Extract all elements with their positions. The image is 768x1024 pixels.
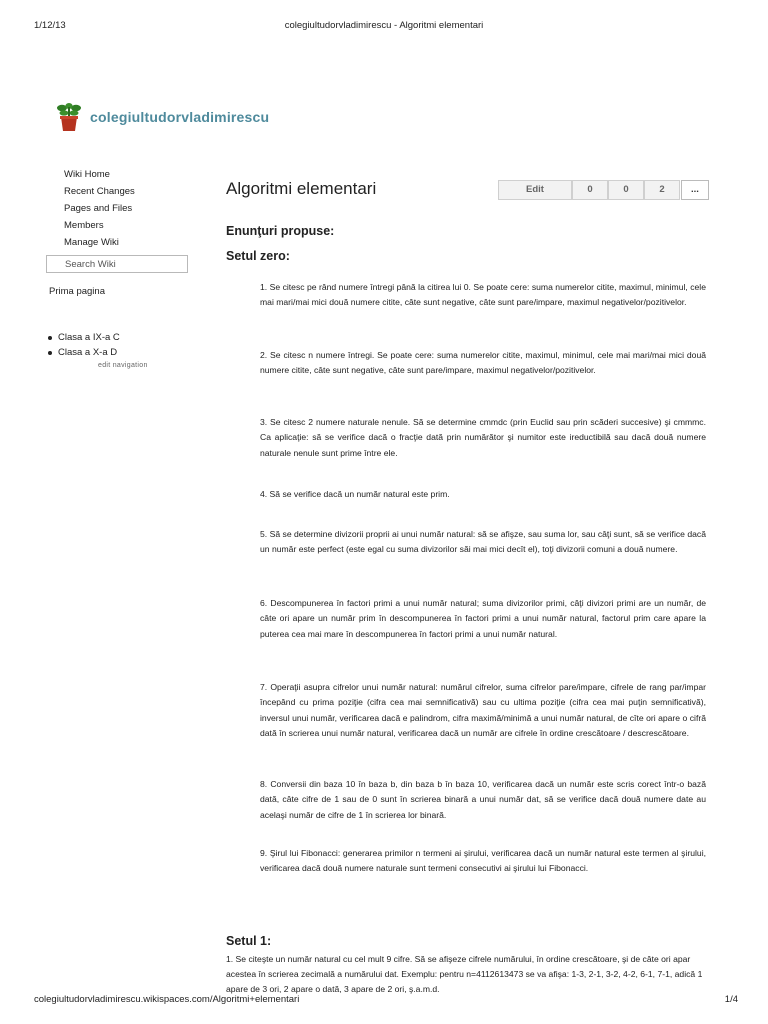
problem-item: 8. Conversii din baza 10 în baza b, din baza b în baza 10, verificarea dacă un număr este scris corect într-o bază dată, câte cifre de 1 sau de 0 sunt în scrierea binară a unui număr dat, să se verifice dacă două numere date au acelaşi număr de cifre de 1 în scrierea lor binară. bbox=[260, 779, 706, 820]
print-page-number: 1/4 bbox=[724, 994, 738, 1005]
link-prima-pagina[interactable]: Prima pagina bbox=[49, 286, 105, 297]
page-title: Algoritmi elementari bbox=[226, 179, 377, 198]
more-options-button[interactable]: ... bbox=[681, 180, 709, 200]
heading-enunturi: Enunţuri propuse: bbox=[226, 224, 335, 238]
nav-wiki-home[interactable]: Wiki Home bbox=[64, 169, 110, 180]
site-name: colegiultudorvladimirescu bbox=[90, 109, 270, 125]
wiki-nav bbox=[46, 166, 192, 251]
followers-count-button[interactable]: 0 bbox=[608, 180, 644, 200]
edit-button[interactable]: Edit bbox=[498, 180, 572, 200]
nav-members[interactable]: Members bbox=[64, 220, 104, 231]
heading-setul-1: Setul 1: bbox=[226, 934, 272, 948]
problem-item: 6. Descompunerea în factori primi a unui număr natural; suma divizorilor primi, câţi divizori primi are un număr, de câte ori apare un număr prim în descompunerea în factori primi a unui număr natural, factorul prim care apare la puterea cea mai mare în descompunerea în factori primi a unui număr natural. bbox=[260, 598, 706, 639]
problem-item: 9. Şirul lui Fibonacci: generarea primilor n termeni ai şirului, verificarea dacă un număr natural este termen al şirului, verificarea dacă două numere naturale sunt termeni consecutivi ai şirului lui Fibonacci. bbox=[260, 848, 706, 874]
problem-item: 3. Se citesc 2 numere naturale nenule. Să se determine cmmdc (prin Euclid sau prin scăderi succesive) şi cmmmc. Ca aplicaţie: să se verifice dacă o fracţie dată prin numărător şi numitor este ireductibilă sau dacă două numere naturale nenule sunt prime între ele. bbox=[260, 417, 706, 458]
problem-item: 1. Se citesc pe rând numere întregi până la citirea lui 0. Se poate cere: suma numerelor citite, maximul, minimul, cele mai mari/mai mici două numere citite, câte sunt negative, câte sunt pare/impare, maximul negativelor/pozitivelor. bbox=[260, 282, 706, 308]
nav-manage-wiki[interactable]: Manage Wiki bbox=[64, 237, 119, 248]
problem-item: 7. Operaţii asupra cifrelor unui număr natural: numărul cifrelor, suma cifrelor pare/impare, cifrele de rang par/impar începând cu prima poziţie (cifra cea mai semnificativă) sau cu ultima poziţie (cifra cea mai puţin semnificativă), inversul unui număr, verificarea dacă e palindrom, cifra maximă/minimă a unui număr natural, de cîte ori apare o cifră dată în scrierea unui număr natural, verificarea dacă un număr are cifrele în ordine crescătoare / descrescătoare. bbox=[260, 682, 706, 739]
sidebar bbox=[46, 166, 192, 369]
problem-item: 5. Să se determine divizorii proprii ai unui număr natural: să se afişze, sau suma lor, sau câţi sunt, să se verifice dacă un număr este perfect (este egal cu suma divizorilor săi mai mici decît el), toţi divizorii comuni a două numere. bbox=[260, 529, 706, 555]
search-wiki-input[interactable] bbox=[46, 255, 188, 273]
page-toolbar bbox=[498, 180, 709, 200]
revisions-count-button[interactable]: 2 bbox=[644, 180, 680, 200]
link-clasa-ix-c[interactable]: Clasa a IX-a C bbox=[46, 330, 192, 345]
link-clasa-x-d[interactable]: Clasa a X-a D bbox=[46, 345, 192, 360]
nav-recent-changes[interactable]: Recent Changes bbox=[64, 186, 135, 197]
comments-count-button[interactable]: 0 bbox=[572, 180, 608, 200]
setul-1-problem: 1. Se citeşte un număr natural cu cel mult 9 cifre. Să se afişeze cifrele numărului, în ordine crescătoare, şi de câte ori apar acestea în scrierea zecimală a numărului dat. Exemplu: pentru n=4112613473 se va afişa: 1-3, 2-1, 3-2, 4-2, 6-1, 7-1, adică 1 apare de 3 ori, 2 apare o dată, 3 apare de 2 ori, ş.a.m.d. bbox=[226, 954, 703, 994]
main-content bbox=[226, 176, 708, 263]
potted-plant-icon bbox=[56, 102, 82, 132]
problem-item: 2. Se citesc n numere întregi. Se poate cere: suma numerelor citite, maximul, minimul, cele mai mari/mai mici două numere citite, câte sunt negative, câte sunt pare/impare, maximul negativelor/pozitivelor. bbox=[260, 350, 706, 376]
print-url: colegiultudorvladimirescu.wikispaces.com/Algoritmi+elementari bbox=[34, 994, 300, 1005]
heading-setul-zero: Setul zero: bbox=[226, 249, 290, 263]
class-links bbox=[46, 330, 192, 360]
print-date: 1/12/13 bbox=[34, 20, 66, 31]
site-logo[interactable] bbox=[56, 102, 269, 132]
nav-pages-and-files[interactable]: Pages and Files bbox=[64, 203, 133, 214]
print-title: colegiultudorvladimirescu - Algoritmi elementari bbox=[284, 20, 484, 31]
problem-item: 4. Să se verifice dacă un număr natural este prim. bbox=[260, 489, 450, 499]
edit-navigation-link[interactable]: edit navigation bbox=[98, 362, 148, 369]
